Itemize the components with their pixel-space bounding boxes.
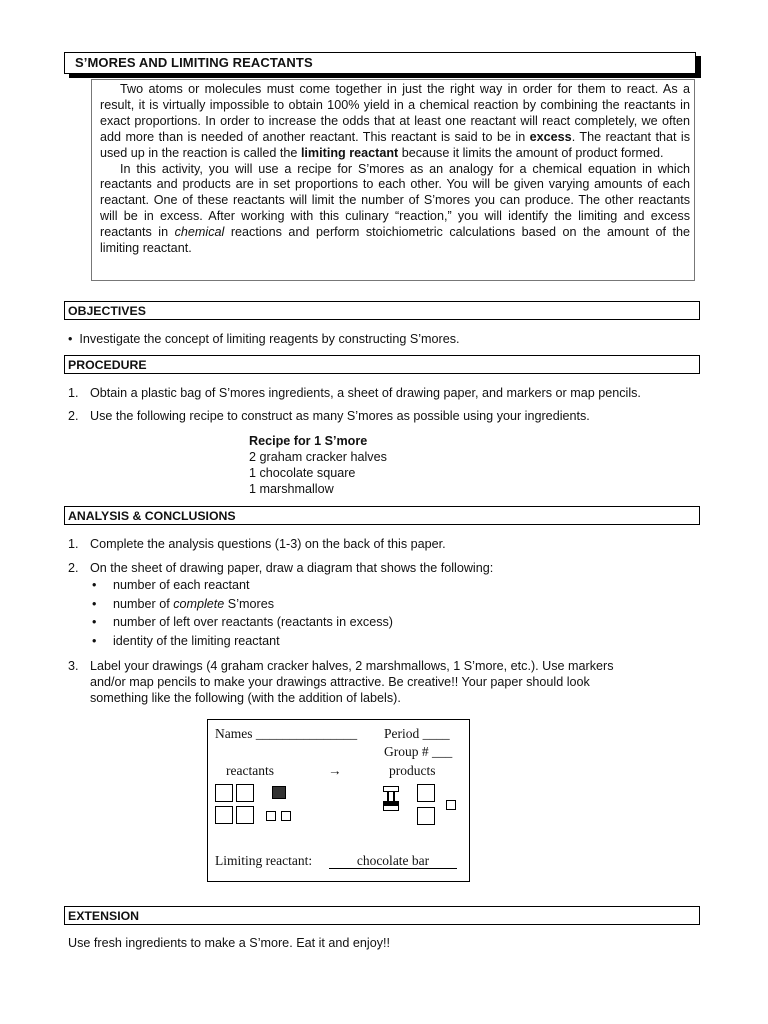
recipe-title: Recipe for 1 S’more — [249, 434, 368, 448]
bullet-text: S’mores — [224, 597, 274, 611]
graham-cracker-icon — [417, 784, 435, 802]
step-text: Obtain a plastic bag of S’mores ingredients, a sheet of drawing paper, and markers or map pencils. — [90, 386, 641, 400]
analysis-bullet-4: • identity of the limiting reactant — [92, 634, 280, 648]
bullet-italic: complete — [173, 597, 225, 611]
step-text: Complete the analysis questions (1-3) on the back of this paper. — [90, 537, 446, 551]
step-text: Label your drawings (4 graham cracker halves, 2 marshmallows, 1 S’more, etc.). Use markers — [90, 659, 614, 673]
intro-p1-text-2: . The reactant that is used up in the reaction is called the — [100, 129, 691, 160]
graham-cracker-icon — [417, 807, 435, 825]
graham-cracker-icon — [215, 784, 233, 802]
smore-icon — [383, 786, 399, 792]
analysis-step-2 — [68, 560, 728, 576]
names-field: Names _______________ — [215, 726, 358, 741]
page-title: S’MORES AND LIMITING REACTANTS — [75, 55, 313, 70]
step-text: Use the following recipe to construct as many S’mores as possible using your ingredients. — [90, 409, 590, 423]
step-number: 1. — [68, 537, 79, 551]
example-diagram — [207, 719, 470, 882]
objective-item — [68, 331, 728, 347]
step-number: 2. — [68, 561, 79, 575]
analysis-step-3 — [68, 658, 728, 674]
title-box — [64, 52, 696, 74]
marshmallow-icon — [281, 811, 291, 821]
recipe-item: 1 chocolate square — [249, 466, 356, 480]
objective-text: Investigate the concept of limiting reagents by constructing S’mores. — [79, 332, 460, 346]
marshmallow-icon — [446, 800, 456, 810]
bullet: • — [68, 332, 73, 346]
intro-excess-term: excess — [529, 129, 572, 144]
period-field: Period ____ — [384, 726, 450, 741]
recipe-item: 2 graham cracker halves — [249, 450, 387, 464]
intro-p2-text: In this activity, you will use a recipe for S’mores as an analogy for a chemical equation in which reactants and products are in set proportions to each other. You will be given varying amounts of each reactant. One of these reactants will limit the number of S’mores you can produce. The other reactants will be in excess. After working with this culinary “reaction,” you will identify the limiting and excess reactants in — [100, 161, 690, 240]
group-field: Group # ___ — [384, 744, 453, 759]
limiting-reactant-label: Limiting reactant: — [215, 853, 313, 868]
extension-heading: EXTENSION — [68, 909, 140, 923]
analysis-bullet-3: • number of left over reactants (reactants in excess) — [92, 615, 393, 629]
extension-heading-box — [64, 906, 700, 925]
reactants-label: reactants — [226, 763, 274, 778]
procedure-step-1 — [68, 385, 728, 401]
recipe-item: 1 marshmallow — [249, 482, 334, 496]
step-text-line-3: something like the following (with the addition of labels). — [90, 691, 401, 705]
intro-limiting-term: limiting reactant — [300, 145, 399, 160]
intro-text — [100, 82, 690, 257]
intro-paragraph-1 — [100, 82, 690, 162]
arrow-icon: → — [328, 763, 342, 778]
chocolate-square-icon — [272, 786, 286, 799]
intro-paragraph-2 — [100, 162, 690, 257]
intro-p1-text: Two atoms or molecules must come together in just the right way in order for them to react. As a result, it is virtually impossible to obtain 100% yield in a chemical reaction by combining the reactants in exact proportions. In order to increase the odds that at least one reactant will react completely, we often add more than is needed of another reactant. This reactant is said to be in — [100, 82, 690, 144]
graham-cracker-icon — [236, 784, 254, 802]
limiting-reactant-value: chocolate bar — [329, 853, 457, 869]
products-label: products — [389, 763, 436, 778]
intro-chemical-term: chemical — [174, 225, 225, 240]
bullet-text: number of each reactant — [113, 578, 250, 592]
step-number: 1. — [68, 386, 79, 400]
procedure-heading: PROCEDURE — [68, 358, 147, 372]
bullet-text: identity of the limiting reactant — [113, 634, 280, 648]
step-number: 2. — [68, 409, 79, 423]
bullet-text: number of — [113, 597, 174, 611]
graham-cracker-icon — [236, 806, 254, 824]
objectives-heading: OBJECTIVES — [68, 304, 146, 318]
analysis-heading-box — [64, 506, 700, 525]
analysis-heading: ANALYSIS & CONCLUSIONS — [68, 509, 236, 523]
step-text: On the sheet of drawing paper, draw a diagram that shows the following: — [90, 561, 494, 575]
bullet-text: number of left over reactants (reactants in excess) — [113, 615, 393, 629]
analysis-bullet-2: • number of complete S’mores — [92, 597, 274, 611]
extension-text: Use fresh ingredients to make a S’more. Eat it and enjoy!! — [68, 936, 391, 950]
graham-cracker-icon — [215, 806, 233, 824]
procedure-heading-box — [64, 355, 700, 374]
intro-p2-text-2: reactions and perform stoichiometric calculations based on the amount of the limiting reactant. — [100, 225, 691, 256]
analysis-step-1 — [68, 536, 728, 552]
step-text-line-2: and/or map pencils to make your drawings attractive. Be creative!! Your paper should look — [90, 675, 590, 689]
step-number: 3. — [68, 659, 79, 673]
procedure-step-2 — [68, 408, 728, 424]
smore-icon — [383, 805, 399, 811]
intro-p1-text-3: because it limits the amount of product formed. — [398, 145, 664, 160]
objectives-heading-box — [64, 301, 700, 320]
analysis-bullet-1: • number of each reactant — [92, 578, 250, 592]
marshmallow-icon — [266, 811, 276, 821]
recipe-block — [249, 433, 387, 497]
